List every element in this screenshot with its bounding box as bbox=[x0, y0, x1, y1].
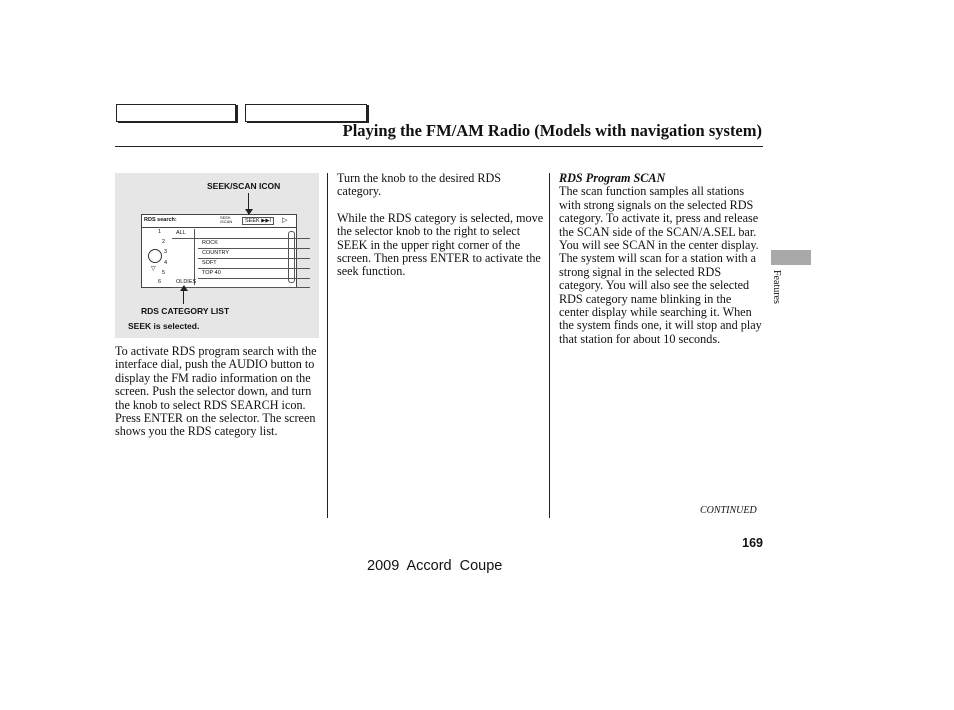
callout-arrow-top bbox=[245, 209, 253, 215]
preset-number: 4 bbox=[164, 260, 168, 266]
column-2-paragraph-1: Turn the knob to the desired RDS category. bbox=[337, 171, 502, 199]
rds-category-callout: RDS CATEGORY LIST bbox=[141, 306, 230, 316]
header-tab-box-left bbox=[116, 104, 236, 122]
category-label: TOP 40 bbox=[202, 270, 221, 276]
column-2-text bbox=[337, 172, 545, 279]
continued-note: CONTINUED bbox=[700, 505, 757, 516]
column-divider-1 bbox=[327, 173, 328, 518]
category-label: COUNTRY bbox=[202, 250, 230, 256]
seek-scan-small-label: SEEK /SCAN bbox=[220, 215, 233, 224]
preset-number: 2 bbox=[162, 239, 166, 245]
column-3-paragraph: The scan function samples all stations with strong signals on the selected RDS category. To activate it, press and release the SCAN side of the SCAN/A.SEL bar. You will see SCAN in the center display. The system will scan for a station with a strong signal in the selected RDS category. You will also see the selected RDS category name blinking in the center display while searching it. When the system finds one, it will stop and play that station for about 10 seconds. bbox=[559, 184, 762, 346]
page-title: Playing the FM/AM Radio (Models with navigation system) bbox=[342, 121, 762, 140]
column-2-paragraph-2: While the RDS category is selected, move the selector knob to the right to select SEEK in the upper right corner of the screen. Then press ENTER to activate the seek function. bbox=[337, 210, 544, 279]
footer-model: 2009 Accord Coupe bbox=[367, 558, 503, 574]
rds-search-figure bbox=[115, 173, 319, 338]
section-heading: RDS Program SCAN bbox=[559, 171, 666, 185]
seek-scan-callout: SEEK/SCAN ICON bbox=[207, 181, 281, 191]
category-label: ALL bbox=[176, 230, 186, 236]
callout-arrow-bottom bbox=[180, 285, 188, 291]
nav-screen bbox=[141, 214, 297, 288]
preset-number: 5 bbox=[162, 270, 166, 276]
column-1-paragraph: To activate RDS program search with the interface dial, push the AUDIO button to display the FM radio information on the screen. Push the selector down, and turn the knob to select RDS SEARCH icon. Press ENTER on the selector. The screen shows you the RDS category list. bbox=[115, 344, 317, 439]
scroll-bar[interactable] bbox=[288, 231, 295, 283]
header-tab-box-right bbox=[245, 104, 367, 122]
seek-button[interactable]: SEEK ▶▶I bbox=[242, 217, 274, 225]
knob-arrow-icon: ▽ bbox=[151, 265, 156, 272]
column-divider-2 bbox=[549, 173, 550, 518]
column-3-text bbox=[559, 172, 764, 346]
header-rule bbox=[115, 146, 763, 147]
category-label: OLDIES bbox=[176, 279, 197, 285]
preset-number: 6 bbox=[158, 279, 162, 285]
preset-number: 1 bbox=[158, 229, 162, 235]
knob-icon bbox=[148, 249, 162, 263]
section-tab-label: Features bbox=[771, 270, 782, 304]
page-number: 169 bbox=[742, 536, 763, 550]
screen-header-rule bbox=[142, 227, 296, 228]
figure-caption: SEEK is selected. bbox=[128, 321, 200, 331]
category-label: SOFT bbox=[202, 260, 217, 266]
preset-number: 3 bbox=[164, 249, 168, 255]
screen-title: RDS search: bbox=[144, 217, 177, 223]
category-label: ROCK bbox=[202, 240, 218, 246]
next-arrow-icon: ▷ bbox=[282, 217, 288, 224]
column-1-text bbox=[115, 345, 320, 439]
section-tab-marker bbox=[771, 250, 811, 265]
